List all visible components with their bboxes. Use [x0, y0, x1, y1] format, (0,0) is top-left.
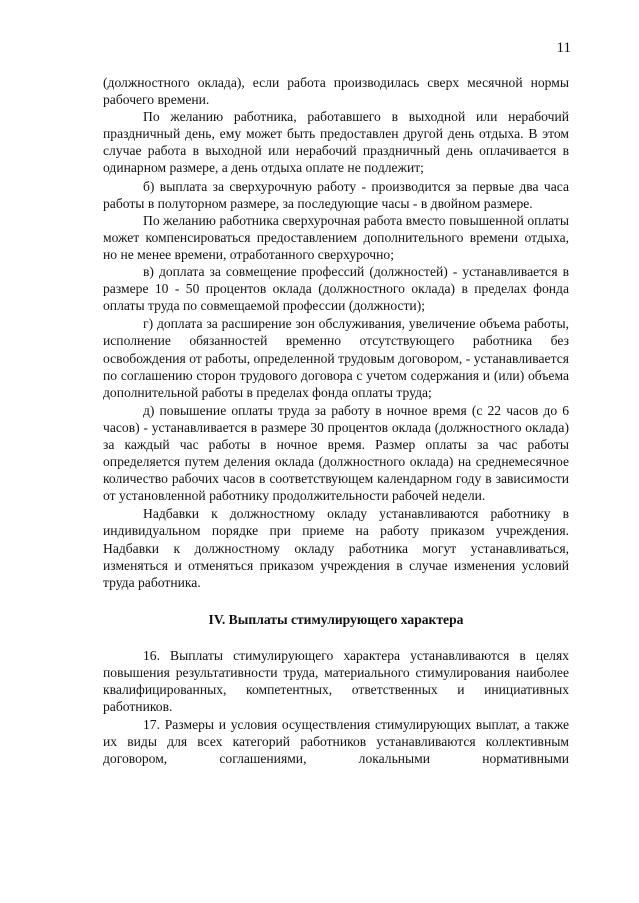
paragraph-continuation: (должностного оклада), если работа производилась сверх месячной нормы рабочего времени.: [103, 75, 569, 108]
section-heading: IV. Выплаты стимулирующего характера: [208, 611, 464, 627]
paragraph-overtime-rest: По желанию работника сверхурочная работа вместо повышенной оплаты может компенсироваться предоставлением дополнительного времени отдыха, но не менее времени, отработанного сверхурочно;: [103, 212, 569, 262]
document-body: [103, 74, 569, 767]
paragraph-combining-professions: в) доплата за совмещение профессий (должностей) - устанавливается в размере 10 - 50 процентов оклада (должностного оклада) в пределах фонда оплаты труда по совмещаемой профессии (должности);: [103, 264, 569, 314]
paragraph-day-off: По желанию работника, работавшего в выходной или нерабочий праздничный день, ему может быть предоставлен другой день отдыха. В этом случае работа в выходной или нерабочий праздничный день оплачивается в одинарном размере, а день отдыха оплате не подлежит;: [103, 109, 569, 176]
page-number: 11: [556, 40, 571, 56]
paragraph-16: 16. Выплаты стимулирующего характера устанавливаются в целях повышения результативности труда, материального стимулирования наиболее квалифицированных, компетентных, ответственных и инициативных работников.: [103, 647, 569, 715]
paragraph-night-work: д) повышение оплаты труда за работу в ночное время (с 22 часов до 6 часов) - устанавливается в размере 30 процентов оклада (должностного оклада) за каждый час работы в ночное время. Размер оплаты за час работы определяется путем деления оклада (должностного оклада) на среднемесячное количество рабочих часов в соответствующем календарном году в зависимости от установленной работнику продолжительности рабочей недели.: [103, 402, 569, 504]
paragraph-service-area-extension: г) доплата за расширение зон обслуживания, увеличение объема работы, исполнение обязанностей временно отсутствующего работника без освобождения от работы, определенной трудовым договором, - устанавливается по соглашению сторон трудового договора с учетом содержания и (или) объема дополнительной работы в пределах фонда оплаты труда;: [103, 316, 569, 400]
paragraph-overtime-payment: б) выплата за сверхурочную работу - производится за первые два часа работы в полуторном размере, за последующие часы - в двойном размере.: [103, 178, 569, 211]
paragraph-salary-allowances: Надбавки к должностному окладу устанавливаются работнику в индивидуальном порядке при приеме на работу приказом учреждения. Надбавки к должностному окладу работника могут устанавливаться, изменяться и отменяться приказом учреждения в случае изменения условий труда работника.: [103, 506, 569, 590]
paragraph-17: 17. Размеры и условия осуществления стимулирующих выплат, а также их виды для всех категорий работников устанавливаются коллективным договором, соглашениями, локальными нормативными: [103, 717, 569, 767]
